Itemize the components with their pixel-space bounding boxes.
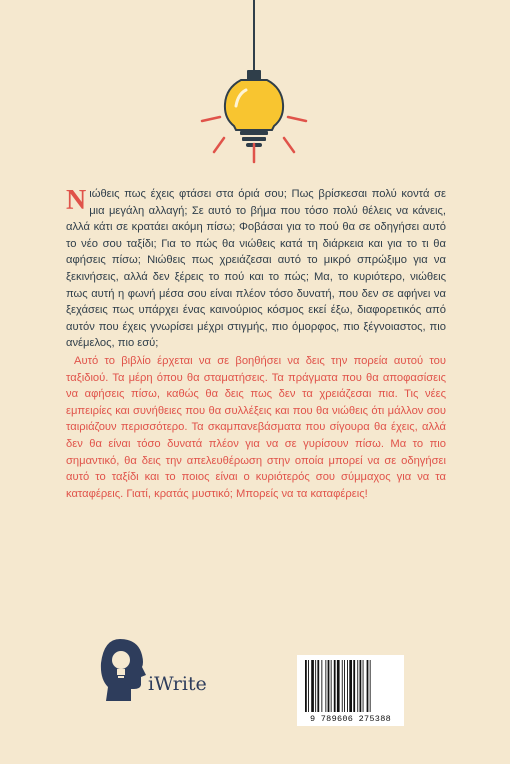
barcode-bars	[297, 655, 404, 715]
lightbulb-icon	[0, 0, 510, 180]
intro-text: ιώθεις πως έχεις φτάσει στα όριά σου; Πως βρίσκεσαι πολύ κοντά σε μια μεγάλη αλλαγή; Σε αυτό το βήμα που τόσο πολύ θέλεις να κάνεις, αλλά κάτι σε κρατάει ακόμη πίσω; Φοβάσαι για το πού θα σε οδηγήσει αυτό το νέο σου ταξίδι; Για το πώς θα νιώθεις κατά τη διάρκεια και για το τι θα αφήσεις πίσω; Νιώθεις πως χρειάζεσαι αυτό το μικρό σπρώξιμο για να ξεκινήσεις, αλλά δεν ξέρεις το πού και το πώς; Μα, το κυριότερο, νιώθεις πως αυτή η φωνή μέσα σου είναι πλέον τόσο δυνατή, που δεν σε αφήνει να ξεχάσεις πως υπάρχει ένας καινούριος κόσμος εκεί έξω, διαφορετικός από αυτόν που έχεις γνωρίσει μέχρι στιγμής, πιο όμορφος, πιο ξέγνοιαστος, πιο ανέμελος, πιο εσύ;	[66, 188, 446, 350]
isbn-barcode	[297, 655, 404, 726]
second-paragraph: Αυτό το βιβλίο έρχεται να σε βοηθήσει να δεις την πορεία αυτού του ταξιδιού. Τα μέρη όπου θα σταματήσεις. Τα πράγματα που θα αποφασίσεις να αφήσεις πίσω, καθώς θα δεις πως δεν τα χρειάζεσαι πια. Τις νέες εμπειρίες και συνήθειες που θα συλλέξεις και που θα νιώθεις ότι μάλλον σου ταιριάζουν περισσότερο. Τα σκαμπανεβάσματα που σίγουρα θα έχεις, αλλά δεν θα είναι τόσο δυνατά πλέον για να σε γυρίσουν πίσω. Μα το πιο σημαντικό, θα δεις την απελευθέρωση στην οποία μπορεί να σε οδηγήσει αυτό το ταξίδι και το ποιος είναι ο κυριότερός σου σύμμαχος για να τα καταφέρεις. Γιατί, κρατάς μυστικό; Μπορείς να τα καταφέρεις!	[66, 354, 446, 500]
intro-paragraph	[66, 186, 446, 352]
publisher-name: iWrite	[148, 673, 207, 695]
back-cover-blurb	[66, 186, 446, 502]
head-with-lightbulb-icon	[98, 637, 148, 707]
drop-cap: Ν	[66, 185, 87, 216]
barcode-digits: 9 789606 275388	[309, 714, 391, 724]
